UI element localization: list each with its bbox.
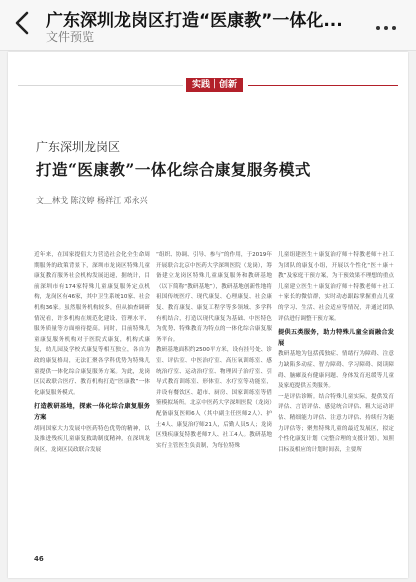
section-subheading: 打造教研基地，探索一体化综合康复服务方案: [34, 403, 150, 421]
article-region: 广东深圳龙岗区: [36, 140, 121, 154]
paragraph: 儿童组建医生＋康复治疗师＋特教老师＋社工为团队的康复小组，开展以个性化“医＋康＋教”及家庭干预方案，为干预效果不理想的重点儿童建立医生＋康复治疗师＋特教老师＋社工＋家长的微信群，实时动态跟踪掌握重点儿童的学习、生活、社会适应等情况，并通过团队评估进行调整干预方案。: [278, 252, 394, 322]
paragraph: 胡同国家大力发展中医药特色优势的精神，以及推进残疾儿童康复救助制度精神，在深圳龙岗区，龙岗区民政联合发展: [34, 425, 150, 453]
section-divider: [18, 85, 183, 86]
article-authors: 文＿林戈 陈汶婷 杨祥江 邓永兴: [36, 196, 148, 205]
paragraph: “组织、协调、引导、参与”的作用，于2019年开展联合北京中医药大学深圳医院（龙岗），筹备建立龙岗区特殊儿童康复服务和教研基地（以下简称“教研基地”），教研基地创新性地将祖国传统医疗、现代康复、心理康复、社会康复、教育康复、康复工程学等多领域、多学科有机结合，打造以现代康复为基础、中医特色为优势、特殊教育为特点的一体化综合康复服务平台。: [156, 252, 272, 343]
more-horizontal-icon: [376, 15, 400, 34]
more-options-button[interactable]: [376, 15, 400, 25]
back-button[interactable]: [12, 10, 34, 36]
page-number: 46: [34, 555, 44, 563]
article-headline: 打造“医康教”一体化综合康复服务模式: [36, 160, 311, 179]
document-subtitle: 文件预览: [46, 30, 95, 44]
text-column-1: [34, 250, 150, 570]
chevron-left-icon: [12, 10, 34, 36]
paragraph: 近年来，在国家提倡大力营造社会化全生命周期服务的政策背景下，深圳市龙岗区特殊儿童康复教育服务社会机构发展迅速，据统计，目前深圳市有174家特殊儿童康复服务定点机构，龙岗区有46家，其中卫生系统10家、社会机构36家。虽然服务机构较多，但从抽查调研情况看，许多机构在规范化建设、管理水平、服务质量等方面亟待提高。同时，目前特殊儿童康复服务机构对于医院式康复，机构式康复，幼儿园及学校式康复等相互独立，各自为政的康复格局，无法汇聚各学科优势为特殊儿童提供一体化综合康复服务方案。为此，龙岗区民政联合医疗、教育机构打造“医康教”一体化康复服务模式。: [34, 252, 150, 396]
document-title: 广东深圳龙岗区打造“医康教”一体化...: [46, 11, 343, 31]
top-bar: [0, 0, 416, 51]
section-tag: 实践｜创新: [186, 78, 243, 92]
document-page[interactable]: [8, 52, 408, 578]
paragraph: 教研基地为包括孤独症、情绪行为障碍、注意力缺陷多动症、智力障碍、学习障碍、阅读障碍、脑瘫及有健康问题、身体发育迟缓等儿童及家庭提供五类服务。: [278, 351, 394, 390]
paragraph: 一是评估诊断。结合特殊儿童实际，提供发育评估、言语评估、感觉统合评估、粗大运动评估、精细能力评估、注意力评估、持续行为能力评估等；聚焦特殊儿童的最近发展区，拟定个性化康复计划（完整合理的支援计划），知照目标及相应的计划时间表，主要所: [278, 393, 394, 453]
section-subheading: 提供五类服务，助力特殊儿童全面融合发展: [278, 329, 394, 347]
text-column-2: [156, 250, 272, 570]
paragraph: 教研基地面积约2500平方米，设有挂号处、诊室、评估室、中医治疗室、高压氧训练室、感统治疗室、运动治疗室、物理因子治疗室、引导式教育训练室、形体室、水疗室等功能室，并设有餐饮区、超市、厨房、国家训练室等借鉴模拟场所。北京中医药大学深圳医院（龙岗）配备康复医师6人（其中副主任医师2人）、护士4人、康复治疗师21人，后勤人员5人；龙岗区残疾康复特教老师7人、社工4人。教研基地实行主管医生负责制，为每位特殊: [156, 347, 272, 449]
text-column-3: [278, 250, 394, 570]
section-accent-rule: [248, 85, 398, 86]
